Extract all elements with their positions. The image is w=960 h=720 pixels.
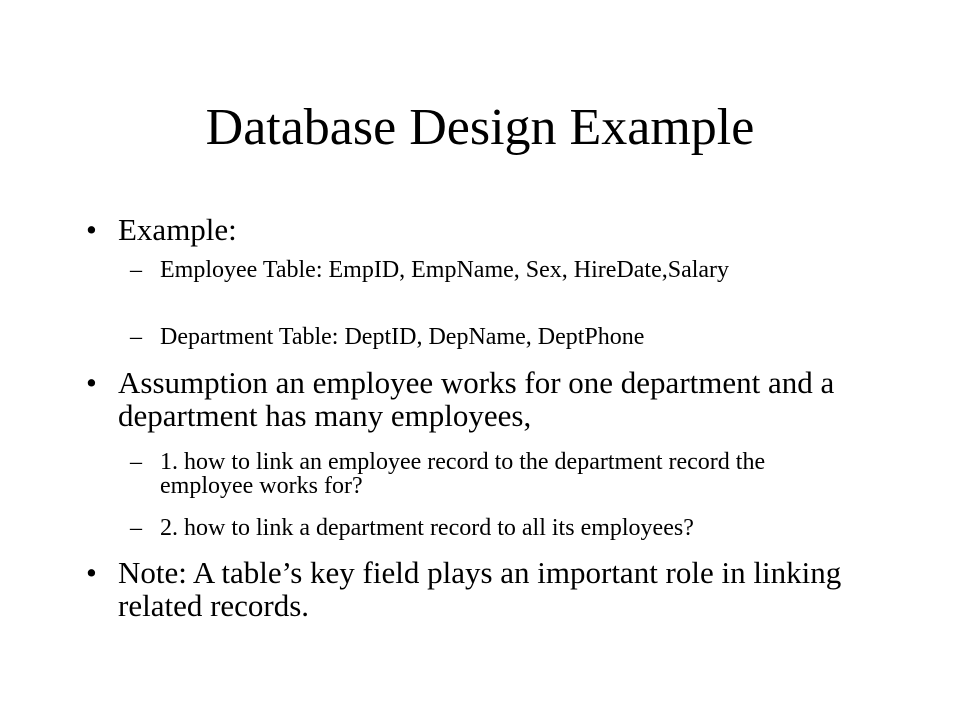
sub-bullet-text: 2. how to link a department record to all its employees? (160, 515, 694, 541)
bullet-item (86, 555, 908, 623)
bullet-marker: • (86, 212, 97, 247)
slide-title: Database Design Example (205, 99, 755, 156)
sub-bullet-text: Employee Table: EmpID, EmpName, Sex, HireDate,Salary (160, 257, 730, 283)
bullet-marker: • (86, 555, 97, 590)
dash-marker: – (130, 449, 142, 475)
bullet-item (86, 365, 908, 433)
bullet-marker: • (86, 365, 97, 400)
sub-bullet-text: Department Table: DeptID, DepName, DeptPhone (160, 324, 645, 350)
dash-marker: – (130, 257, 142, 283)
bullet-text: Note: A table’s key field plays an important role in linking related records. (118, 555, 842, 623)
bullet-item (86, 212, 908, 247)
sub-bullet-text: 1. how to link an employee record to the department record the employee works for? (160, 449, 766, 499)
sub-bullet-item (130, 449, 860, 499)
sub-bullet-item (130, 257, 860, 283)
dash-marker: – (130, 515, 142, 541)
bullet-text: Assumption an employee works for one department and a department has many employees, (118, 365, 835, 433)
sub-bullet-item (130, 324, 860, 350)
sub-bullet-item (130, 515, 860, 541)
dash-marker: – (130, 324, 142, 350)
bullet-text: Example: (118, 212, 237, 247)
